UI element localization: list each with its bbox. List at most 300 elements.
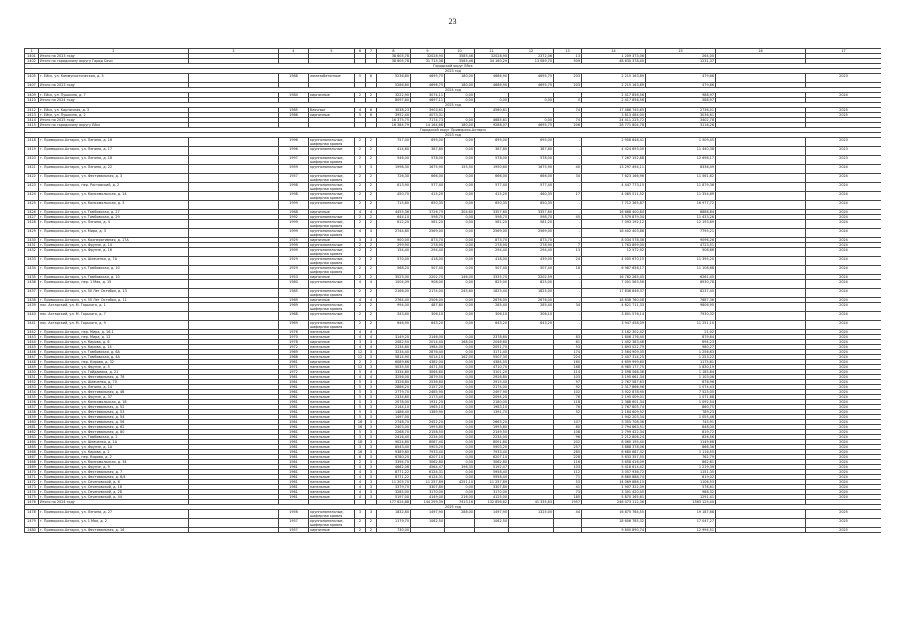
table-cell: 598,70 [475, 215, 509, 220]
table-cell: г. Приморско-Ахтарск, ул. Кирова, д. 2 [39, 450, 189, 455]
table-cell: 1430 [25, 238, 39, 243]
table-cell: 6 [355, 455, 366, 460]
table-cell: 1986 [279, 113, 309, 118]
table-cell: кирпичные [309, 340, 355, 345]
table-cell: 3234,40 [377, 350, 411, 355]
table-cell: 16 668 400,84 [582, 210, 646, 215]
table-cell: 96 [554, 435, 582, 440]
table-cell: 3 [366, 380, 377, 385]
section-heading: Городской округ Приморско-Ахтарск [25, 128, 882, 133]
table-cell: 0,00 [445, 395, 475, 400]
table-cell: 2 388 601,34 [582, 400, 646, 405]
table-cell: 1675,90 [509, 165, 554, 174]
table-cell: г. Приморско-Ахтарск, ул. Комсомольская, д. 3 [39, 201, 189, 210]
table-cell: 103 [554, 375, 582, 380]
table-cell: 11 108,68 [646, 266, 716, 275]
table-cell [189, 183, 279, 192]
table-cell: - [554, 280, 582, 289]
table-cell: 2024 [806, 335, 882, 340]
table-cell: 0,00 [445, 365, 475, 370]
table-cell: г. Приморско-Ахтарск, ул. Фрунзе, д. 9 [39, 465, 189, 470]
table-cell: 2094,20 [475, 395, 509, 400]
table-cell [189, 528, 279, 533]
table-cell: 14 164,68 [411, 123, 445, 128]
table-cell: 1 402 383,48 [582, 340, 646, 345]
table-cell: 3 [366, 415, 377, 420]
table-cell [554, 519, 582, 528]
table-cell [189, 220, 279, 229]
table-cell: 18 402 403,88 [582, 229, 646, 238]
table-cell: 1970 [279, 335, 309, 340]
table-cell: г. Приморско-Ахтарск, ул. Сеченовский, д. 6 [39, 480, 189, 485]
table-cell: 4149,00 [411, 495, 445, 500]
table-cell: 2024 [806, 355, 882, 360]
table-cell: 2 [366, 275, 377, 280]
table-cell: 245,60 [445, 289, 475, 298]
table-cell: 1976 [279, 330, 309, 335]
table-cell: г. Приморско-Ахтарск, ул. Фестивальная, д. 52 [39, 405, 189, 410]
table-cell: крупнопанельные, шиферная кровля [309, 192, 355, 201]
column-number-cell: 9 [411, 49, 445, 54]
table-cell: г. Приморско-Ахтарск, пер. Кирова, д. 32 [39, 360, 189, 365]
table-cell: 1452 [25, 380, 39, 385]
table-cell: 1440 [25, 312, 39, 321]
table-cell: 5 [355, 385, 366, 390]
table-cell: 2 564 909,35 [582, 350, 646, 355]
table-cell: 2024 [806, 430, 882, 435]
table-cell: 1418 [25, 138, 39, 147]
table-cell: 34 [554, 303, 582, 312]
table-cell: 1458 [25, 410, 39, 415]
table-cell: 4560,61 [475, 108, 509, 113]
table-cell: крупнопанельные [309, 147, 355, 156]
table-cell: 1432 [25, 248, 39, 257]
table-cell: 4 [355, 475, 366, 480]
table-cell: 202 [554, 440, 582, 445]
table-cell: 6 987 658,17 [582, 266, 646, 275]
table-cell: 2024 [806, 360, 882, 365]
table-cell: 0,00 [445, 229, 475, 238]
table-cell: 5 [355, 390, 366, 395]
table-cell: 11 205,70 [377, 480, 411, 485]
table-cell: 2024 [806, 238, 882, 243]
table-cell: панельные [309, 350, 355, 355]
table-cell [716, 510, 806, 519]
table-cell: 2 [366, 201, 377, 210]
table-cell: 1993,80 [475, 425, 509, 430]
table-row [25, 303, 882, 312]
table-cell: панельные [309, 450, 355, 455]
table-cell: 3 [355, 510, 366, 519]
table-cell [716, 220, 806, 229]
table-cell: 1929 [279, 266, 309, 275]
table-cell: 2 [366, 174, 377, 183]
table-cell: 17 486 745,65 [582, 108, 646, 113]
table-cell: 1999 [279, 243, 309, 248]
table-cell: 994,00 [377, 303, 411, 312]
table-cell: 2024 [806, 420, 882, 425]
table-cell: 418,00 [475, 257, 509, 266]
table-row [25, 510, 882, 519]
table-cell: 3101,20 [475, 370, 509, 375]
table-cell: 4455,36 [377, 210, 411, 215]
table-cell: 306,10 [475, 312, 509, 321]
table-cell: г. Приморско-Ахтарск, ул. 1 Мая, д. 2 [39, 519, 189, 528]
table-cell: 1497,90 [475, 510, 509, 519]
table-cell: 1968 [279, 355, 309, 360]
table-cell: 0,00 [445, 430, 475, 435]
table-cell: 2166,00 [377, 289, 411, 298]
table-cell: - [554, 275, 582, 280]
table-cell: 8091,80 [475, 440, 509, 445]
table-cell: 1424 [25, 192, 39, 201]
table-cell: 306,10 [509, 312, 554, 321]
column-number-cell: 13 [554, 49, 582, 54]
table-cell: 0,00 [445, 335, 475, 340]
table-cell: 5 [355, 395, 366, 400]
table-cell: пос. Ахтарский, ул. М. Горького, д. 1 [39, 303, 189, 312]
table-cell: г. Приморско-Ахтарск, ул. Ленина, д. 14 [39, 385, 189, 390]
table-cell: 0,00 [445, 312, 475, 321]
table-cell: 2025 [806, 108, 882, 113]
table-cell: 2 [355, 174, 366, 183]
table-cell: 76 [554, 405, 582, 410]
table-cell: 11 879,36 [646, 183, 716, 192]
table-cell: 2046,60 [475, 340, 509, 345]
table-cell: 1465 [25, 445, 39, 450]
table-cell: - [554, 321, 582, 330]
table-cell [716, 201, 806, 210]
table-row [25, 248, 882, 257]
table-cell: 1961 [279, 430, 309, 435]
table-cell: 16 [355, 425, 366, 430]
table-cell: 132 856,62 [475, 500, 509, 505]
table-cell: 5 870 165,61 [582, 495, 646, 500]
table-cell: 1988 [279, 74, 309, 83]
table-cell: 2024 [806, 365, 882, 370]
table-cell: 450,70 [377, 192, 411, 201]
table-row [25, 280, 882, 289]
table-cell: 1 103,06 [646, 375, 716, 380]
table-cell: 1420 [25, 156, 39, 165]
table-cell: 3149,20 [377, 335, 411, 340]
table-cell: 1999 [279, 220, 309, 229]
table-cell: 1961 [279, 410, 309, 415]
table-cell: 418,00 [411, 257, 445, 266]
table-cell: панельные [309, 390, 355, 395]
table-cell: панельные [309, 455, 355, 460]
table-cell: 2915,40 [475, 380, 509, 385]
table-cell: 2024 [806, 257, 882, 266]
table-cell: 570,00 [377, 257, 411, 266]
table-cell: 825,00 [509, 280, 554, 289]
table-cell: крупнопанельные [309, 201, 355, 210]
table-cell: 2886,20 [377, 385, 411, 390]
table-cell [189, 174, 279, 183]
table-cell: 0,00 [445, 440, 475, 445]
table-cell [189, 165, 279, 174]
table-cell: 7 [554, 243, 582, 248]
table-cell: 3285,00 [377, 490, 411, 495]
table-cell: 5 [355, 380, 366, 385]
table-cell: г. Приморско-Ахтарск, ул. Фестивальная, д. 56 [39, 420, 189, 425]
table-cell: 2024 [806, 400, 882, 405]
table-cell: г. Приморско-Ахтарск, ул. Фестивальная, д. 7 [39, 470, 189, 475]
table-cell: - [554, 183, 582, 192]
table-cell: 3394,70 [377, 460, 411, 465]
table-cell: г. Приморско-Ахтарск, ул. Комсомольская, д. 14 [39, 192, 189, 201]
table-cell: 1402 [25, 59, 39, 64]
table-cell: - [554, 201, 582, 210]
table-cell: 1441 [25, 321, 39, 330]
table-cell [189, 201, 279, 210]
table-cell: 18 606 785,32 [582, 519, 646, 528]
table-cell: 0,00 [445, 455, 475, 460]
table-cell: г. Приморско-Ахтарск, ул. Фестивальная, д. 3 [39, 174, 189, 183]
table-cell: 1972 [279, 370, 309, 375]
table-cell: Итого по 2025 году [39, 118, 189, 123]
table-cell: г. Приморско-Ахтарск, ул. Тамбовская, д. 4А [39, 355, 189, 360]
table-row [25, 257, 882, 266]
table-cell: 1471 [25, 475, 39, 480]
table-cell: 1497,90 [411, 510, 445, 519]
section-heading: 2023 год [25, 69, 882, 74]
table-cell: 2744,80 [377, 229, 411, 238]
table-cell: 1961 [279, 425, 309, 430]
table-cell: 107 [554, 420, 582, 425]
table-cell: панельные [309, 370, 355, 375]
table-cell: 7 712 365,87 [582, 201, 646, 210]
table-cell: железобетонные [309, 74, 355, 83]
table-cell: 2 [366, 138, 377, 147]
table-cell: панельные [309, 440, 355, 445]
section-heading: 2024 год [25, 88, 882, 93]
table-cell: 2779,70 [377, 390, 411, 395]
table-cell: 8 860 888,74 [582, 475, 646, 480]
table-cell: 288,00 [445, 510, 475, 519]
table-cell: 2 [366, 243, 377, 248]
table-cell: 28 771 804,78 [582, 123, 646, 128]
table-cell: 3 579 879,34 [582, 215, 646, 220]
table-cell: 34 [554, 174, 582, 183]
table-cell: 1961 [279, 400, 309, 405]
table-cell: 826,56 [646, 435, 716, 440]
table-cell: 387,80 [509, 147, 554, 156]
table-cell: Итого по 2023 году [39, 54, 189, 59]
table-cell: 3952,40 [377, 113, 411, 118]
table-cell: 144 299,39 [411, 500, 445, 505]
table-cell: 2536,80 [411, 380, 445, 385]
table-row [25, 229, 882, 238]
table-cell: 203 [554, 83, 582, 88]
table-cell: 294,40 [411, 248, 445, 257]
table-cell: 0,00 [445, 370, 475, 375]
table-cell: 1443 [25, 335, 39, 340]
table-cell: крупнопанельные [309, 312, 355, 321]
table-cell: 578,00 [475, 156, 509, 165]
table-cell: 1423 [25, 183, 39, 192]
table-cell: 2051,70 [475, 345, 509, 350]
table-cell: 2676,00 [509, 298, 554, 303]
table-cell: 1961 [279, 465, 309, 470]
table-cell: 900,00 [377, 238, 411, 243]
table-cell: 1175,61 [646, 360, 716, 365]
table-cell: 24 411 225,72 [582, 118, 646, 123]
table-cell: 0,00 [445, 485, 475, 490]
table-cell: 5197,00 [377, 495, 411, 500]
table-cell: 873,70 [475, 238, 509, 243]
table-cell: 1961 [279, 440, 309, 445]
table-cell: 224 [554, 355, 582, 360]
table-cell: 7 525,05 [646, 390, 716, 395]
table-cell: 2 [355, 243, 366, 248]
table-cell [716, 183, 806, 192]
table-cell: 83 [554, 335, 582, 340]
table-cell: 2 [366, 156, 377, 165]
table-cell: 1486,40 [377, 410, 411, 415]
table-cell: 4686,90 [475, 74, 509, 83]
table-cell: - [554, 156, 582, 165]
table-cell: г. Приморско-Ахтарск, ул. Фрунзе, д. 14 [39, 243, 189, 248]
table-cell: 8097,60 [377, 98, 411, 103]
table-cell: 2157,20 [411, 385, 445, 390]
table-cell [716, 156, 806, 165]
table-cell: 278,90 [509, 243, 554, 248]
table-cell: 415,20 [411, 192, 445, 201]
table-cell: 2 [355, 183, 366, 192]
table-cell: 2024 [806, 312, 882, 321]
table-cell: 1463 [25, 435, 39, 440]
table-cell: 1931,20 [411, 400, 445, 405]
table-cell: 650,35 [509, 201, 554, 210]
table-cell: 3 [366, 395, 377, 400]
table-cell: 216,00 [445, 495, 475, 500]
table-cell: 1466 [25, 450, 39, 455]
table-cell: 2024 [806, 93, 882, 98]
table-cell: 0,00 [445, 174, 475, 183]
table-cell: 0,00 [509, 98, 554, 103]
table-cell: 44 [554, 510, 582, 519]
table-cell: 1151,35 [646, 470, 716, 475]
table-cell: 1825,40 [475, 289, 509, 298]
table-cell: 0,00 [475, 98, 509, 103]
table-cell: 102 [554, 390, 582, 395]
table-cell: 1961 [279, 480, 309, 485]
table-cell: 2748,70 [377, 420, 411, 425]
table-cell: 4 621 711,33 [582, 303, 646, 312]
table-cell: 343,60 [377, 312, 411, 321]
table-cell: 2024 [806, 266, 882, 275]
table-cell: 2 [355, 156, 366, 165]
table-cell: г. Приморско-Ахтарск, ул. Фестивальная, д. 16 [39, 528, 189, 533]
table-cell: 507,40 [509, 266, 554, 275]
table-cell: 4 [366, 375, 377, 380]
table-cell: 3326,80 [377, 380, 411, 385]
table-cell [189, 156, 279, 165]
table-cell: 0,00 [445, 420, 475, 425]
table-cell [189, 266, 279, 275]
table-cell: 2 [366, 220, 377, 229]
table-cell: 581,20 [411, 220, 445, 229]
column-number-cell: 1 [25, 49, 39, 54]
table-row [25, 192, 882, 201]
table-cell: 180,00 [445, 83, 475, 88]
table-cell: 2 [355, 321, 366, 330]
table-row [25, 519, 882, 528]
table-cell: 0,00 [445, 248, 475, 257]
table-cell: 1992 [279, 215, 309, 220]
table-cell: 5 [355, 113, 366, 118]
table-cell: 6207,10 [411, 455, 445, 460]
table-cell: 9389,80 [377, 450, 411, 455]
table-cell: 1961 [279, 380, 309, 385]
table-cell: 45 [554, 215, 582, 220]
table-cell: 3525,00 [377, 275, 411, 280]
table-cell: 3 947 458,09 [582, 321, 646, 330]
table-cell: 1956 [279, 510, 309, 519]
table-cell: 988,97 [646, 93, 716, 98]
table-cell: 1968 [279, 312, 309, 321]
table-cell: 2024 [806, 390, 882, 395]
table-cell: 52 [554, 410, 582, 415]
table-cell: 3 813 484,00 [582, 113, 646, 118]
table-cell: 1 209 373,06 [582, 54, 646, 59]
table-cell: г. Приморско-Ахтарск, ул. Шевченко, д. 1А [39, 440, 189, 445]
table-cell: 2 [366, 93, 377, 98]
table-cell: 745,91 [646, 420, 716, 425]
table-cell: 2 [366, 321, 377, 330]
table-cell: 2024 [806, 415, 882, 420]
table-cell: 1957 [279, 519, 309, 528]
table-cell: 1675,90 [411, 165, 445, 174]
table-cell: 185 [554, 495, 582, 500]
table-cell: 116 [554, 460, 582, 465]
table-cell: 0,00 [445, 450, 475, 455]
table-cell: 0,00 [445, 345, 475, 350]
table-cell: 9 800 890,74 [582, 528, 646, 533]
table-cell: 228 [554, 455, 582, 460]
table-cell: 246 073 112,36 [582, 500, 646, 505]
table-cell: 879,64 [646, 335, 716, 340]
table-cell: 1961 [279, 455, 309, 460]
table-cell: 32028,90 [475, 54, 509, 59]
table-cell: 1969 [279, 350, 309, 355]
table-cell: 6 [366, 74, 377, 83]
table-cell: 5 418 614,42 [582, 465, 646, 470]
table-cell: 2334,80 [377, 395, 411, 400]
table-cell: 3357,60 [509, 210, 554, 215]
table-cell: 1445 [25, 345, 39, 350]
table-cell: 1419 [25, 147, 39, 156]
table-cell: 1969 [279, 303, 309, 312]
table-cell: 11 440,38 [646, 147, 716, 156]
table-cell: 0,00 [445, 118, 475, 123]
table-cell: 17 [554, 192, 582, 201]
table-cell: 0,00 [445, 215, 475, 220]
table-cell: 92 [554, 385, 582, 390]
table-cell: 2 958 848,41 [582, 138, 646, 147]
table-cell: 873,70 [411, 238, 445, 243]
table-cell: 8237,45 [646, 289, 716, 298]
table-cell: 3 [366, 445, 377, 450]
table-cell: 1832,80 [377, 510, 411, 519]
table-cell: г. Приморско-Ахтарск, ул. Фестивальная, д. 6/4 [39, 475, 189, 480]
table-cell: 4 [355, 210, 366, 215]
table-cell: 3170,00 [411, 490, 445, 495]
table-cell: г. Приморско-Ахтарск, ул. 50 Лет Октября, д. 13 [39, 289, 189, 298]
table-cell: 3 [366, 355, 377, 360]
table-cell [445, 519, 475, 528]
